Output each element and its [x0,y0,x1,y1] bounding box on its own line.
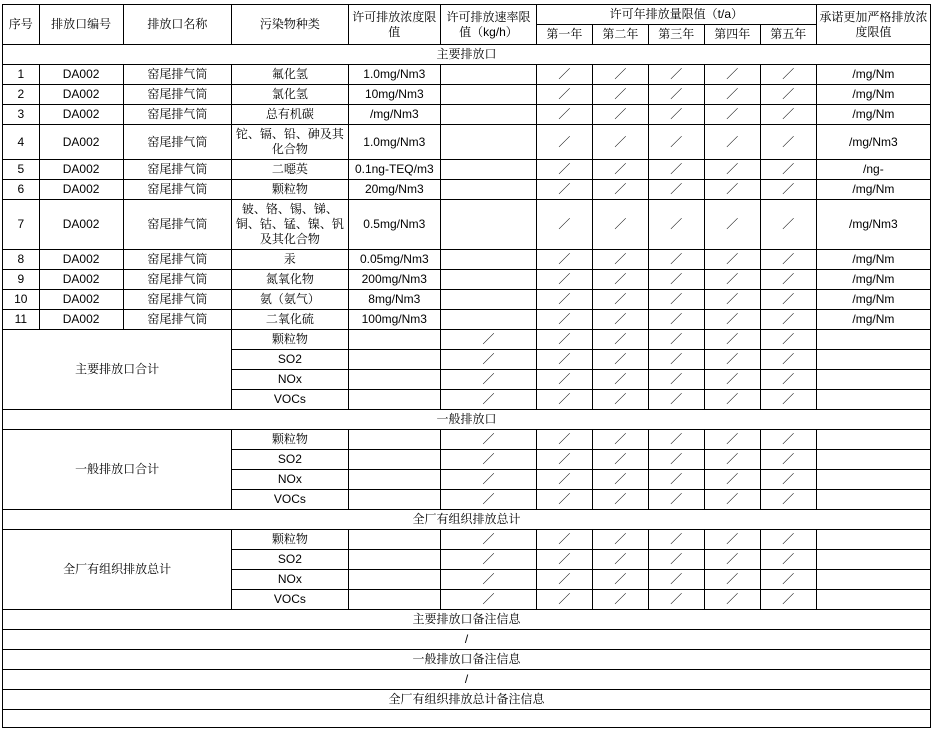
cell-pollutant: VOCs [232,590,348,610]
cell-rate [441,200,537,250]
cell-pollutant: 颗粒物 [232,430,348,450]
cell-concentration: 1.0mg/Nm3 [348,125,441,160]
section-title-general-outlet: 一般排放口 [3,410,931,430]
table-row [3,160,931,180]
cell-rate: ／ [441,470,537,490]
cell-year-1: ／ [536,250,592,270]
cell-stricter [816,330,930,350]
cell-year-1: ／ [536,125,592,160]
cell-concentration [348,490,441,510]
cell-year-3: ／ [648,310,704,330]
col-header-year-3: 第三年 [648,25,704,45]
cell-outlet-name: 窑尾排气筒 [123,125,232,160]
cell-year-1: ／ [536,570,592,590]
cell-stricter: /mg/Nm [816,105,930,125]
cell-stricter [816,550,930,570]
cell-outlet-name: 窑尾排气筒 [123,180,232,200]
cell-rate [441,85,537,105]
cell-year-5: ／ [760,370,816,390]
cell-seq: 7 [3,200,40,250]
note-label-general-outlet: 一般排放口备注信息 [3,650,931,670]
cell-concentration [348,330,441,350]
cell-year-1: ／ [536,590,592,610]
cell-pollutant: NOx [232,470,348,490]
cell-outlet-name: 窑尾排气筒 [123,105,232,125]
note-value-main-outlet[interactable]: / [3,630,931,650]
cell-concentration: 0.05mg/Nm3 [348,250,441,270]
cell-stricter: /mg/Nm [816,85,930,105]
cell-rate [441,270,537,290]
cell-year-3: ／ [648,430,704,450]
note-value-general-outlet[interactable]: / [3,670,931,690]
cell-year-3: ／ [648,270,704,290]
cell-concentration: 8mg/Nm3 [348,290,441,310]
cell-outlet-code: DA002 [39,310,123,330]
cell-outlet-code: DA002 [39,105,123,125]
col-header-outlet-name: 排放口名称 [123,5,232,45]
cell-concentration: 0.5mg/Nm3 [348,200,441,250]
cell-year-4: ／ [704,590,760,610]
cell-year-3: ／ [648,160,704,180]
section-title-plant-total: 全厂有组织排放总计 [3,510,931,530]
cell-rate: ／ [441,430,537,450]
cell-outlet-code: DA002 [39,160,123,180]
cell-outlet-name: 窑尾排气筒 [123,160,232,180]
cell-year-3: ／ [648,390,704,410]
cell-concentration [348,470,441,490]
cell-pollutant: 颗粒物 [232,330,348,350]
cell-year-3: ／ [648,530,704,550]
cell-year-2: ／ [592,370,648,390]
cell-year-2: ／ [592,125,648,160]
cell-pollutant: 二氧化硫 [232,310,348,330]
cell-pollutant: SO2 [232,450,348,470]
table-row [3,105,931,125]
col-header-pollutant: 污染物种类 [232,5,348,45]
cell-year-1: ／ [536,330,592,350]
cell-pollutant: VOCs [232,490,348,510]
cell-rate: ／ [441,490,537,510]
table-row [3,125,931,160]
col-header-seq: 序号 [3,5,40,45]
cell-year-2: ／ [592,250,648,270]
cell-year-5: ／ [760,430,816,450]
cell-stricter [816,350,930,370]
cell-year-4: ／ [704,105,760,125]
cell-stricter: /mg/Nm [816,180,930,200]
cell-year-5: ／ [760,180,816,200]
cell-year-1: ／ [536,310,592,330]
cell-year-4: ／ [704,390,760,410]
cell-year-2: ／ [592,290,648,310]
cell-pollutant: 颗粒物 [232,530,348,550]
cell-year-4: ／ [704,200,760,250]
cell-stricter: /mg/Nm [816,310,930,330]
cell-outlet-code: DA002 [39,65,123,85]
cell-outlet-code: DA002 [39,250,123,270]
cell-year-2: ／ [592,330,648,350]
cell-pollutant: NOx [232,570,348,590]
cell-stricter [816,490,930,510]
cell-year-1: ／ [536,430,592,450]
cell-stricter: /mg/Nm [816,290,930,310]
col-header-year-1: 第一年 [536,25,592,45]
note-label-plant-total: 全厂有组织排放总计备注信息 [3,690,931,710]
cell-stricter [816,470,930,490]
cell-pollutant: SO2 [232,350,348,370]
cell-pollutant: VOCs [232,390,348,410]
cell-outlet-name: 窑尾排气筒 [123,310,232,330]
table-row [3,250,931,270]
cell-outlet-name: 窑尾排气筒 [123,85,232,105]
cell-year-2: ／ [592,470,648,490]
cell-year-2: ／ [592,550,648,570]
cell-year-4: ／ [704,570,760,590]
col-header-stricter-commitment: 承诺更加严格排放浓度限值 [816,5,930,45]
cell-rate: ／ [441,570,537,590]
cell-concentration [348,430,441,450]
cell-year-2: ／ [592,310,648,330]
cell-concentration [348,590,441,610]
cell-outlet-name: 窑尾排气筒 [123,65,232,85]
cell-concentration [348,390,441,410]
col-header-year-5: 第五年 [760,25,816,45]
cell-concentration: /mg/Nm3 [348,105,441,125]
cell-rate [441,290,537,310]
section-title-main-outlet: 主要排放口 [3,45,931,65]
cell-year-2: ／ [592,390,648,410]
cell-year-1: ／ [536,370,592,390]
cell-year-5: ／ [760,350,816,370]
cell-seq: 3 [3,105,40,125]
cell-pollutant: 二噁英 [232,160,348,180]
table-header [3,5,931,45]
cell-seq: 5 [3,160,40,180]
cell-year-5: ／ [760,450,816,470]
section-row-general-outlet [3,410,931,430]
cell-year-2: ／ [592,430,648,450]
cell-year-3: ／ [648,570,704,590]
cell-seq: 9 [3,270,40,290]
cell-year-2: ／ [592,160,648,180]
cell-pollutant: 总有机碳 [232,105,348,125]
cell-year-3: ／ [648,105,704,125]
cell-concentration: 200mg/Nm3 [348,270,441,290]
cell-year-4: ／ [704,65,760,85]
cell-year-2: ／ [592,570,648,590]
note-row-plant-value [3,710,931,728]
cell-concentration: 20mg/Nm3 [348,180,441,200]
table-row [3,65,931,85]
note-label-main-outlet: 主要排放口备注信息 [3,610,931,630]
cell-stricter: /mg/Nm3 [816,125,930,160]
cell-year-4: ／ [704,430,760,450]
cell-year-1: ／ [536,270,592,290]
cell-year-1: ／ [536,450,592,470]
cell-year-5: ／ [760,570,816,590]
cell-year-3: ／ [648,65,704,85]
cell-rate: ／ [441,350,537,370]
cell-year-4: ／ [704,180,760,200]
cell-year-3: ／ [648,200,704,250]
cell-outlet-code: DA002 [39,270,123,290]
cell-year-4: ／ [704,125,760,160]
cell-pollutant: 氮氧化物 [232,270,348,290]
cell-outlet-name: 窑尾排气筒 [123,290,232,310]
cell-year-3: ／ [648,590,704,610]
cell-outlet-name: 窑尾排气筒 [123,250,232,270]
cell-rate [441,310,537,330]
cell-year-5: ／ [760,105,816,125]
cell-year-5: ／ [760,330,816,350]
cell-year-1: ／ [536,200,592,250]
cell-pollutant: 汞 [232,250,348,270]
cell-year-4: ／ [704,470,760,490]
cell-year-1: ／ [536,530,592,550]
cell-rate: ／ [441,550,537,570]
cell-year-5: ／ [760,470,816,490]
cell-year-3: ／ [648,470,704,490]
cell-stricter [816,590,930,610]
cell-stricter [816,530,930,550]
table-row [3,200,931,250]
note-row-main-label [3,610,931,630]
cell-year-5: ／ [760,490,816,510]
cell-year-2: ／ [592,530,648,550]
cell-concentration: 10mg/Nm3 [348,85,441,105]
cell-year-2: ／ [592,270,648,290]
cell-year-1: ／ [536,290,592,310]
cell-outlet-code: DA002 [39,125,123,160]
cell-year-5: ／ [760,125,816,160]
cell-year-5: ／ [760,85,816,105]
cell-year-1: ／ [536,180,592,200]
cell-stricter: /mg/Nm [816,250,930,270]
note-value-plant-total[interactable] [3,710,931,728]
cell-year-5: ／ [760,65,816,85]
cell-year-1: ／ [536,85,592,105]
cell-year-2: ／ [592,490,648,510]
cell-concentration: 1.0mg/Nm3 [348,65,441,85]
cell-year-2: ／ [592,105,648,125]
cell-year-3: ／ [648,250,704,270]
cell-pollutant: 氟化氢 [232,65,348,85]
section-row-main-outlet [3,45,931,65]
table-row [3,270,931,290]
cell-year-4: ／ [704,370,760,390]
cell-pollutant: 铊、镉、铅、砷及其化合物 [232,125,348,160]
cell-year-3: ／ [648,290,704,310]
note-row-general-label [3,650,931,670]
cell-rate [441,65,537,85]
cell-year-5: ／ [760,200,816,250]
cell-year-1: ／ [536,490,592,510]
cell-year-5: ／ [760,310,816,330]
cell-rate [441,125,537,160]
cell-outlet-code: DA002 [39,200,123,250]
summary-row-plant-total [3,530,931,550]
cell-year-4: ／ [704,270,760,290]
cell-pollutant: 氯化氢 [232,85,348,105]
cell-outlet-name: 窑尾排气筒 [123,200,232,250]
cell-seq: 1 [3,65,40,85]
cell-year-5: ／ [760,250,816,270]
note-row-main-value [3,630,931,650]
col-header-outlet-code: 排放口编号 [39,5,123,45]
cell-year-3: ／ [648,125,704,160]
cell-outlet-code: DA002 [39,290,123,310]
cell-year-2: ／ [592,590,648,610]
col-header-year-2: 第二年 [592,25,648,45]
table-body [3,45,931,728]
summary-row-general-total [3,430,931,450]
cell-rate: ／ [441,330,537,350]
col-header-rate-limit: 许可排放速率限值（kg/h） [441,5,537,45]
cell-year-2: ／ [592,200,648,250]
cell-year-5: ／ [760,290,816,310]
cell-seq: 11 [3,310,40,330]
cell-year-1: ／ [536,65,592,85]
cell-rate [441,160,537,180]
cell-seq: 2 [3,85,40,105]
cell-rate: ／ [441,370,537,390]
cell-stricter: /mg/Nm [816,65,930,85]
cell-stricter [816,450,930,470]
cell-year-3: ／ [648,85,704,105]
cell-year-4: ／ [704,550,760,570]
cell-seq: 6 [3,180,40,200]
cell-pollutant: NOx [232,370,348,390]
table-row [3,290,931,310]
cell-year-2: ／ [592,85,648,105]
cell-year-4: ／ [704,530,760,550]
cell-stricter [816,390,930,410]
cell-concentration [348,370,441,390]
cell-year-1: ／ [536,550,592,570]
cell-pollutant: 颗粒物 [232,180,348,200]
cell-year-2: ／ [592,180,648,200]
table-row [3,180,931,200]
cell-outlet-code: DA002 [39,85,123,105]
cell-outlet-code: DA002 [39,180,123,200]
cell-stricter: /ng- [816,160,930,180]
cell-year-5: ／ [760,530,816,550]
cell-year-3: ／ [648,370,704,390]
summary-label-main-total: 主要排放口合计 [3,330,232,410]
cell-year-5: ／ [760,270,816,290]
cell-concentration: 0.1ng-TEQ/m3 [348,160,441,180]
cell-year-1: ／ [536,470,592,490]
cell-year-4: ／ [704,250,760,270]
cell-pollutant: 铍、铬、锡、锑、铜、钴、锰、镍、钒及其化合物 [232,200,348,250]
cell-year-4: ／ [704,490,760,510]
cell-stricter [816,430,930,450]
col-header-year-4: 第四年 [704,25,760,45]
cell-concentration: 100mg/Nm3 [348,310,441,330]
cell-year-1: ／ [536,390,592,410]
cell-stricter [816,370,930,390]
cell-year-4: ／ [704,310,760,330]
cell-year-1: ／ [536,105,592,125]
cell-seq: 10 [3,290,40,310]
cell-year-3: ／ [648,350,704,370]
cell-concentration [348,570,441,590]
cell-year-4: ／ [704,290,760,310]
cell-year-4: ／ [704,160,760,180]
cell-year-4: ／ [704,350,760,370]
cell-rate [441,105,537,125]
cell-year-3: ／ [648,450,704,470]
header-row-1 [3,5,931,25]
cell-year-5: ／ [760,550,816,570]
cell-seq: 4 [3,125,40,160]
cell-year-1: ／ [536,350,592,370]
cell-stricter [816,570,930,590]
summary-label-general-total: 一般排放口合计 [3,430,232,510]
cell-year-3: ／ [648,550,704,570]
cell-year-3: ／ [648,490,704,510]
cell-concentration [348,450,441,470]
note-row-plant-label [3,690,931,710]
cell-concentration [348,350,441,370]
cell-concentration [348,530,441,550]
col-header-annual-limit-group: 许可年排放量限值（t/a） [536,5,816,25]
cell-rate: ／ [441,390,537,410]
cell-year-2: ／ [592,450,648,470]
cell-pollutant: SO2 [232,550,348,570]
cell-rate [441,250,537,270]
cell-year-1: ／ [536,160,592,180]
cell-rate: ／ [441,590,537,610]
cell-year-4: ／ [704,330,760,350]
cell-year-5: ／ [760,590,816,610]
cell-year-4: ／ [704,450,760,470]
summary-label-plant-total: 全厂有组织排放总计 [3,530,232,610]
table-row [3,85,931,105]
col-header-concentration-limit: 许可排放浓度限值 [348,5,441,45]
cell-year-2: ／ [592,350,648,370]
cell-pollutant: 氨（氨气） [232,290,348,310]
table-row [3,310,931,330]
cell-year-5: ／ [760,160,816,180]
cell-outlet-name: 窑尾排气筒 [123,270,232,290]
section-row-plant-total [3,510,931,530]
cell-year-2: ／ [592,65,648,85]
note-row-general-value [3,670,931,690]
cell-rate: ／ [441,530,537,550]
cell-year-3: ／ [648,180,704,200]
cell-year-4: ／ [704,85,760,105]
cell-concentration [348,550,441,570]
cell-year-5: ／ [760,390,816,410]
summary-row-main-total [3,330,931,350]
cell-stricter: /mg/Nm3 [816,200,930,250]
cell-year-3: ／ [648,330,704,350]
cell-rate: ／ [441,450,537,470]
cell-rate [441,180,537,200]
cell-seq: 8 [3,250,40,270]
cell-stricter: /mg/Nm [816,270,930,290]
emission-limits-table [2,4,931,728]
